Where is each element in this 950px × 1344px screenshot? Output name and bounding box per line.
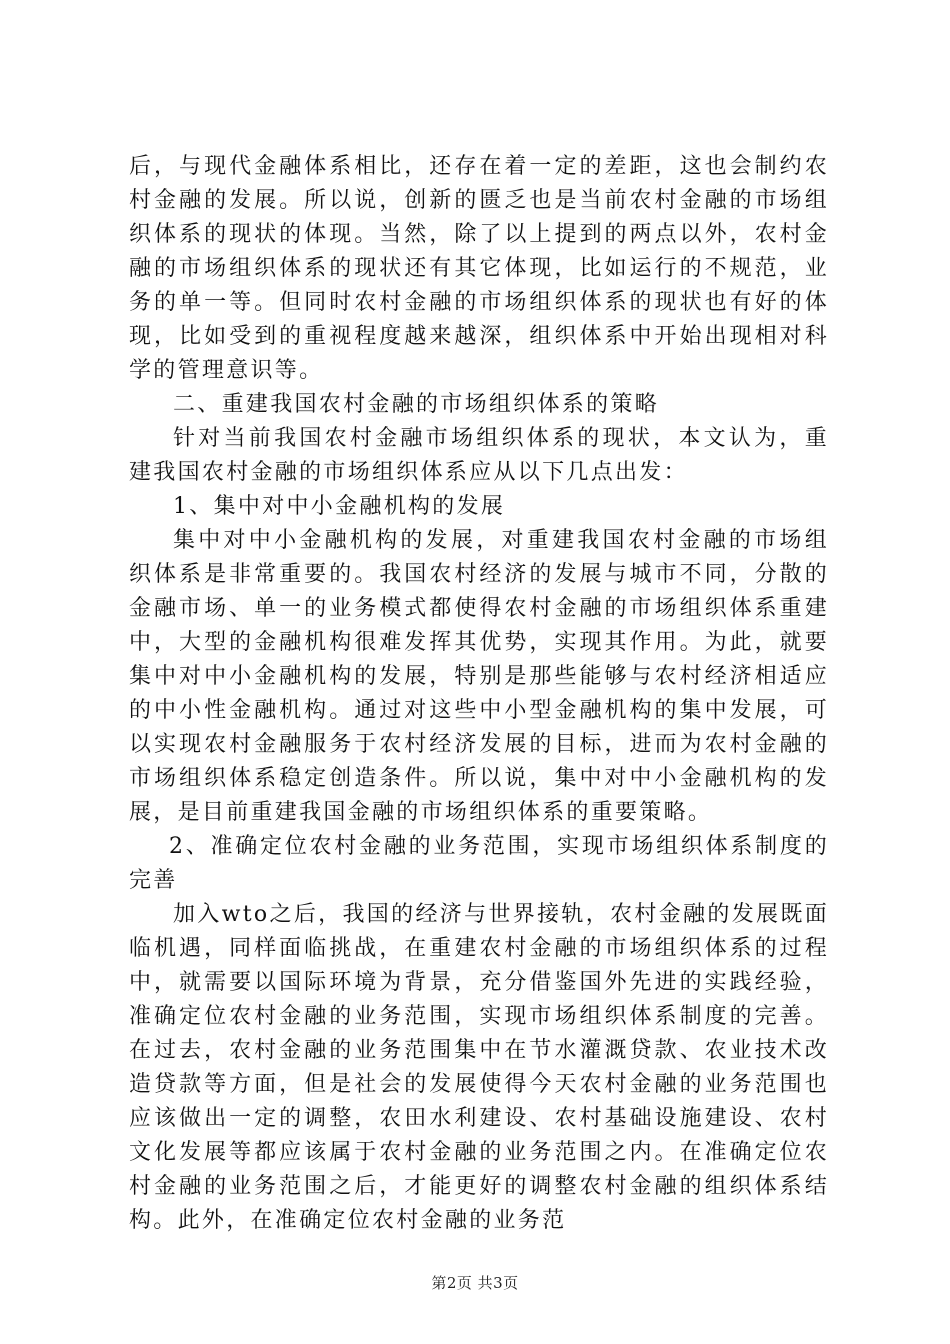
paragraph-continuation: 后，与现代金融体系相比，还存在着一定的差距，这也会制约农村金融的发展。所以说，创新的匮乏也是当前农村金融的市场组织体系的现状的体现。当然，除了以上提到的两点以外，农村金融的市场组织体系的现状还有其它体现，比如运行的不规范，业务的单一等。但同时农村金融的市场组织体系的现状也有好的体现，比如受到的重视程度越来越深，组织体系中开始出现相对科学的管理意识等。 [129,154,829,383]
page-number-footer: 第2页 共3页 [431,1274,519,1292]
subsection-heading-2: 2、准确定位农村金融的业务范围，实现市场组织体系制度的完善 [129,834,829,893]
subsection-heading-1: 1、集中对中小金融机构的发展 [173,494,506,519]
section-heading: 二、重建我国农村金融的市场组织体系的策略 [173,392,660,417]
document-body [129,150,829,1238]
paragraph-small-institutions: 集中对中小金融机构的发展，对重建我国农村金融的市场组织体系是非常重要的。我国农村经济的发展与城市不同，分散的金融市场、单一的业务模式都使得农村金融的市场组织体系重建中，大型的金融机构很难发挥其优势，实现其作用。为此，就要集中对中小金融机构的发展，特别是那些能够与农村经济相适应的中小性金融机构。通过对这些中小型金融机构的集中发展，可以实现农村金融服务于农村经济发展的目标，进而为农村金融的市场组织体系稳定创造条件。所以说，集中对中小金融机构的发展，是目前重建我国金融的市场组织体系的重要策略。 [129,528,829,825]
paragraph-business-scope: 加入wto之后，我国的经济与世界接轨，农村金融的发展既面临机遇，同样面临挑战，在重建农村金融的市场组织体系的过程中，就需要以国际环境为背景，充分借鉴国外先进的实践经验，准确定位农村金融的业务范围，实现市场组织体系制度的完善。在过去，农村金融的业务范围集中在节水灌溉贷款、农业技术改造贷款等方面，但是社会的发展使得今天农村金融的业务范围也应该做出一定的调整，农田水利建设、农村基础设施建设、农村文化发展等都应该属于农村金融的业务范围之内。在准确定位农村金融的业务范围之后，才能更好的调整农村金融的组织体系结构。此外，在准确定位农村金融的业务范 [129,902,829,1233]
paragraph-intro: 针对当前我国农村金融市场组织体系的现状，本文认为，重建我国农村金融的市场组织体系应从以下几点出发： [129,426,829,485]
